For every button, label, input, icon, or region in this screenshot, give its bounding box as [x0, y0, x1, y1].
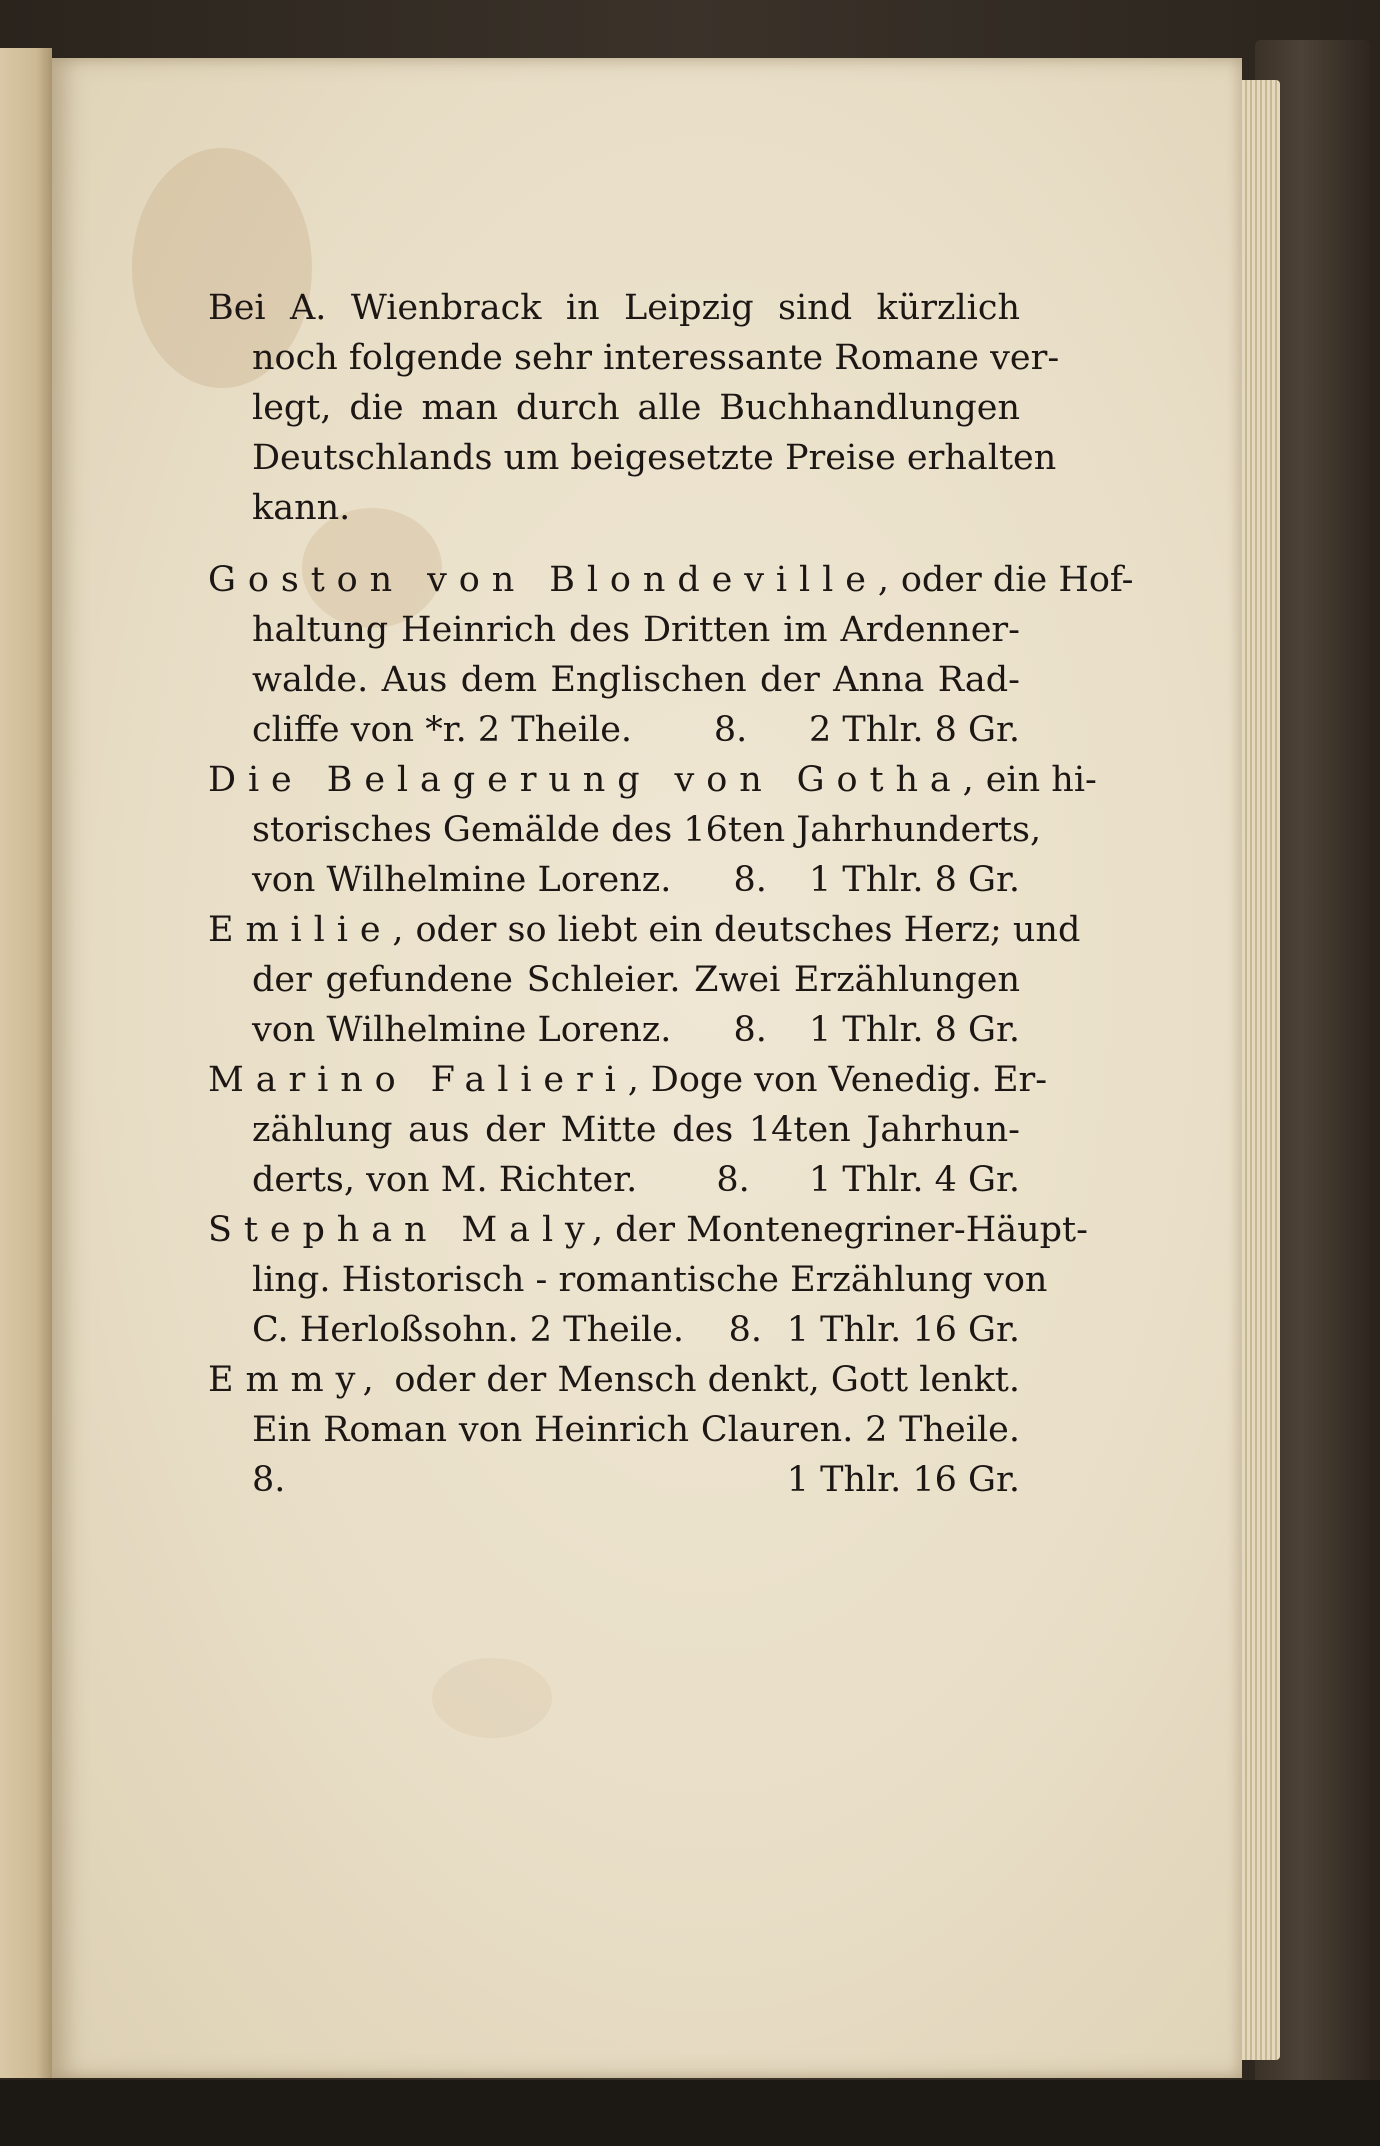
notice-line: Bei A. Wienbrack in Leipzig sind kürzlich [208, 288, 1020, 328]
scan-background [0, 2080, 1380, 2146]
entry-price-line [208, 1305, 1020, 1355]
book-format: 8. [716, 1160, 750, 1200]
entry-line: ling. Historisch - romantische Erzählung von [252, 1260, 1048, 1300]
book-entry [208, 1355, 1020, 1505]
entry-price-line [208, 855, 1020, 905]
notice-line: noch folgende sehr interessante Romane ver- [252, 338, 1060, 378]
book-format: 8. [728, 1310, 763, 1350]
book-title: Emmy, [208, 1360, 386, 1400]
entry-first-line [208, 905, 1081, 955]
book-format: 8. [252, 1460, 286, 1500]
book-price: 1 Thlr. 4 Gr. [809, 1160, 1020, 1200]
book-price: 1 Thlr. 8 Gr. [809, 860, 1020, 900]
entry-text: ein hi- [985, 760, 1097, 800]
entry-first-line [208, 755, 1097, 805]
entry-text: Doge von Venedig. Er- [650, 1060, 1048, 1100]
entry-price-line [208, 1155, 1020, 1205]
book-title: Die Belagerung von Gotha, [208, 760, 986, 800]
entry-text: oder der Mensch denkt, Gott lenkt. [394, 1360, 1020, 1400]
paper-stain [432, 1658, 552, 1738]
entry-first-line [208, 1205, 1088, 1255]
entry-line: der gefundene Schleier. Zwei Erzählungen [252, 960, 1020, 1000]
entry-line: zählung aus der Mitte des 14ten Jahrhun- [252, 1110, 1020, 1150]
entry-first-line [208, 555, 1134, 605]
notice-line: Deutschlands um beigesetzte Preise erhalten [252, 438, 1057, 478]
entry-text: oder so liebt ein deutsches Herz; und [415, 910, 1081, 950]
notice-line: legt, die man durch alle Buchhandlungen [252, 388, 1020, 428]
book-entry [208, 755, 1097, 905]
book-entry [208, 1205, 1088, 1355]
book-title: Emilie, [208, 910, 416, 950]
entry-price-line [208, 1005, 1020, 1055]
book-price: 1 Thlr. 16 Gr. [786, 1460, 1020, 1500]
entry-price-line [208, 705, 1020, 755]
entry-text: C. Herloßsohn. 2 Theile. [252, 1310, 684, 1350]
entry-first-line [208, 1055, 1048, 1105]
book-format: 8. [713, 710, 748, 750]
book-entry [208, 555, 1134, 755]
entry-line: walde. Aus dem Englischen der Anna Rad- [252, 660, 1020, 700]
book-title: Stephan Maly, [208, 1210, 616, 1250]
advertisement-text [208, 283, 1134, 1505]
entry-line: haltung Heinrich des Dritten im Ardenner- [252, 610, 1020, 650]
entry-text: von Wilhelmine Lorenz. [252, 860, 672, 900]
entry-line: Ein Roman von Heinrich Clauren. 2 Theile. [252, 1410, 1020, 1450]
book-price: 2 Thlr. 8 Gr. [809, 710, 1020, 750]
book-format: 8. [733, 1010, 767, 1050]
entry-price-line [208, 1455, 1020, 1505]
book-price: 1 Thlr. 8 Gr. [809, 1010, 1020, 1050]
facing-page-edge [0, 48, 52, 2078]
entry-text: cliffe von *r. 2 Theile. [252, 710, 633, 750]
book-title: Goston von Blondeville, [208, 560, 901, 600]
book-format: 8. [733, 860, 767, 900]
entry-line: storisches Gemälde des 16ten Jahrhunderts, [252, 810, 1042, 850]
entry-text: derts, von M. Richter. [252, 1160, 638, 1200]
entry-first-line [208, 1355, 1020, 1405]
book-price: 1 Thlr. 16 Gr. [786, 1310, 1020, 1350]
entry-text: von Wilhelmine Lorenz. [252, 1010, 672, 1050]
book-title: Marino Falieri, [208, 1060, 651, 1100]
book-entry [208, 1055, 1048, 1205]
publisher-notice [208, 283, 1060, 533]
entry-text: oder die Hof- [900, 560, 1134, 600]
notice-line: kann. [252, 488, 351, 528]
book-entry [208, 905, 1081, 1055]
entry-text: der Montenegriner-Häupt- [615, 1210, 1088, 1250]
